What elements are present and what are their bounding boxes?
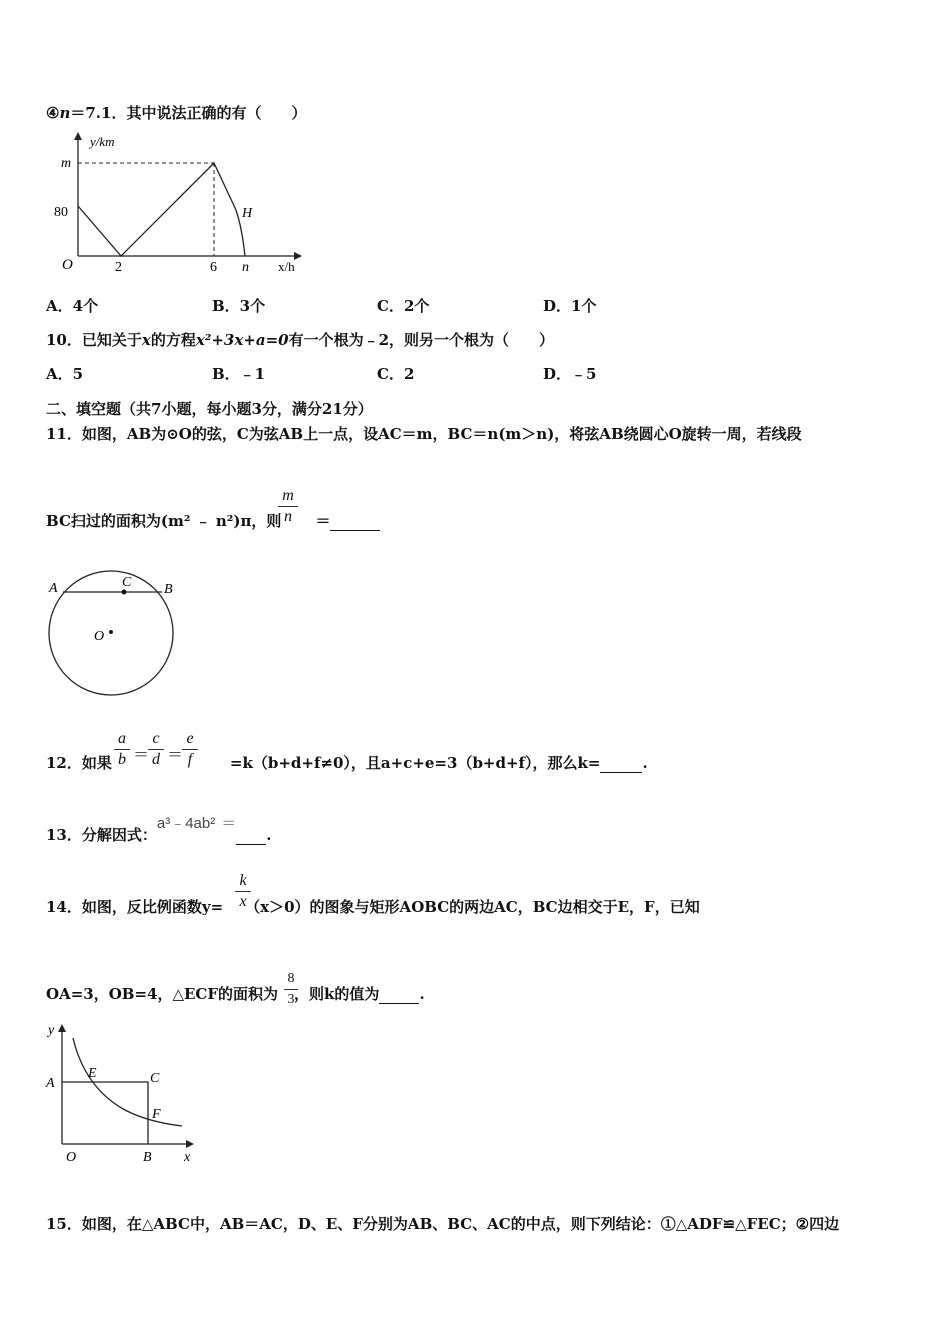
- q13-expression: a³﹣4ab²: [156, 815, 216, 832]
- q12-den-d: d: [152, 751, 160, 768]
- var-x: x: [141, 331, 151, 349]
- q13-period: .: [266, 826, 272, 844]
- q12-answer-blank[interactable]: [600, 772, 642, 773]
- label-f: F: [152, 1107, 161, 1122]
- q10-text-a: 10．已知关于: [46, 331, 142, 349]
- q9-statement-4: [46, 102, 306, 123]
- q9-graph: [46, 128, 306, 278]
- q11-fraction-m-over-n: [278, 487, 298, 526]
- q12-den-b: b: [118, 751, 126, 768]
- q12-equals-2: ＝: [167, 747, 184, 764]
- q11-circle-figure: [44, 565, 184, 700]
- label-y: y: [48, 1023, 55, 1038]
- q12-num-e: e: [186, 730, 194, 747]
- y-arrow-icon: [58, 1024, 66, 1032]
- label-a: A: [49, 581, 58, 596]
- q14-area-numerator: 8: [287, 971, 295, 986]
- x-tick-n: n: [242, 260, 249, 275]
- label-o: O: [66, 1150, 77, 1165]
- q14-line-2: [46, 983, 425, 1004]
- point-c: [122, 590, 127, 595]
- y-tick-80: 80: [54, 205, 68, 220]
- q11-line-2: [46, 510, 380, 531]
- q11-equals: ＝: [315, 512, 331, 530]
- q10-option-c[interactable]: C．2: [377, 365, 415, 383]
- q14-line-1-text-a: 14．如图，反比例函数y=: [46, 898, 224, 916]
- label-o: O: [94, 629, 105, 644]
- q9-option-a[interactable]: A．4个: [46, 297, 99, 315]
- distance-line: [78, 163, 236, 256]
- q12-suffix: =k（b+d+f≠0），且a+c+e=3（b+d+f），那么k=: [229, 754, 601, 772]
- q14-line-2-text-a: OA=3，OB=4，△ECF的面积为: [46, 985, 279, 1003]
- y-arrow-icon: [74, 132, 82, 140]
- q13-equals: ＝: [221, 814, 237, 832]
- q12-fraction-e-f: [182, 730, 198, 769]
- label-e: E: [88, 1066, 97, 1081]
- q11-denominator: n: [284, 508, 292, 525]
- var-n: n: [59, 104, 71, 122]
- label-c: C: [150, 1071, 160, 1086]
- q10-text-b: 的方程: [150, 331, 196, 349]
- q12-fraction-c-d: [148, 730, 164, 769]
- q14-graph: [40, 1018, 200, 1178]
- q14-fraction-k-x: [235, 872, 251, 911]
- q11-line-1: 11．如图，AB为⊙O的弦，C为弦AB上一点，设AC＝m，BC＝n(m＞n)，将弦AB绕圆心O旋转一周，若线段: [46, 425, 802, 443]
- q12-prefix: 12．如果: [46, 754, 112, 772]
- x-arrow-icon: [294, 252, 302, 260]
- q10-option-a[interactable]: A．5: [46, 365, 84, 383]
- q12-equals-1: ＝: [133, 747, 150, 764]
- q14-denominator: x: [239, 893, 247, 910]
- x-tick-2: 2: [115, 260, 122, 275]
- x-arrow-icon: [186, 1140, 194, 1148]
- q14-period: .: [419, 985, 425, 1003]
- q12-fraction-a-b: [114, 730, 130, 769]
- y-axis-label: y/km: [90, 134, 115, 149]
- point-o: [109, 630, 113, 634]
- q15-question: 15．如图，在△ABC中，AB＝AC，D、E、F分别为AB、BC、AC的中点，则下列结论：①△ADF≌△FEC；②四边: [46, 1215, 840, 1233]
- q13-question: [46, 814, 272, 845]
- q12-num-a: a: [118, 730, 126, 747]
- q12-num-c: c: [152, 730, 160, 747]
- q9-option-c[interactable]: C．2个: [377, 297, 430, 315]
- q10-option-b[interactable]: B．﹣1: [212, 365, 266, 383]
- q14-area-denominator: 3: [287, 992, 295, 1007]
- q14-answer-blank[interactable]: [379, 1003, 419, 1004]
- q10-question: [46, 329, 554, 350]
- q11-numerator: m: [282, 487, 294, 504]
- q14-line-1: [46, 896, 700, 917]
- label-c: C: [122, 575, 132, 590]
- q12-den-f: f: [187, 751, 193, 768]
- q14-line-1-text-b: （x＞0）的图象与矩形AOBC的两边AC，BC边相交于E，F，已知: [245, 898, 700, 916]
- q14-fraction-8-3: [284, 970, 298, 1009]
- q13-prefix: 13．分解因式：: [46, 826, 157, 844]
- q14-numerator: k: [239, 872, 247, 889]
- q11-answer-blank[interactable]: [330, 530, 380, 531]
- q9-option-d[interactable]: D．1个: [543, 297, 597, 315]
- q10-equation: x²+3x+a=0: [195, 331, 289, 349]
- circled-number: ④: [46, 104, 60, 122]
- q10-option-d[interactable]: D．﹣5: [543, 365, 597, 383]
- label-b: B: [143, 1150, 152, 1165]
- q10-text-c: 有一个根为﹣2，则另一个根为（ ）: [288, 331, 555, 349]
- q9-option-b[interactable]: B．3个: [212, 297, 266, 315]
- rectangle-aobc: [62, 1082, 148, 1144]
- label-a: A: [46, 1076, 55, 1091]
- q11-line-2-text: BC扫过的面积为(m² ﹣ n²)π，则: [46, 512, 282, 530]
- y-tick-m: m: [61, 156, 72, 171]
- q13-answer-blank[interactable]: [236, 844, 266, 845]
- x-axis-label: x/h: [278, 259, 295, 274]
- q12-period: .: [642, 754, 648, 772]
- section-2-title: 二、填空题（共7小题，每小题3分，满分21分）: [46, 400, 373, 418]
- q14-line-2-text-b: ，则k的值为: [294, 985, 380, 1003]
- label-b: B: [164, 582, 173, 597]
- origin-label: O: [62, 257, 73, 273]
- point-h-label: H: [242, 206, 253, 221]
- label-x: x: [184, 1150, 191, 1165]
- x-tick-6: 6: [210, 260, 217, 275]
- q9-question-text: ＝7.1．其中说法正确的有（ ）: [70, 104, 307, 122]
